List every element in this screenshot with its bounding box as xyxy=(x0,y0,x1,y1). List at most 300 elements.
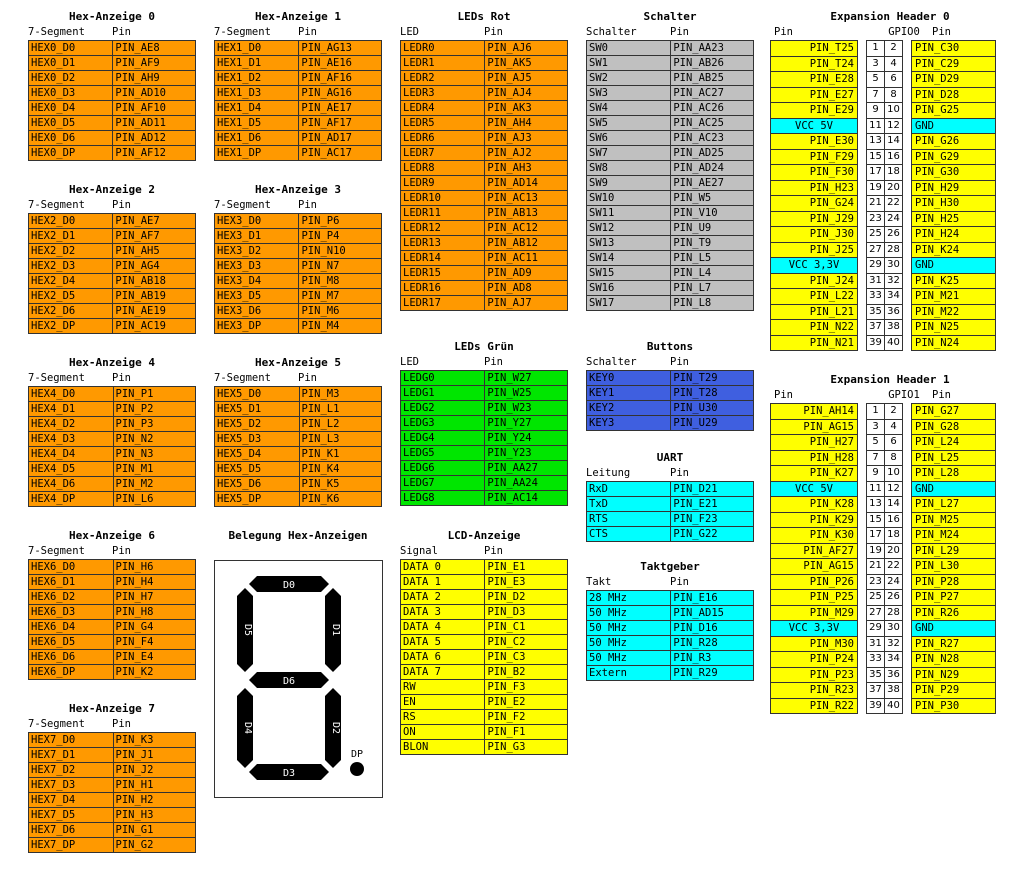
pin-cell: PIN_F1 xyxy=(485,725,568,740)
pin-cell: PIN_P2 xyxy=(113,402,195,417)
signal-cell: HEX3_D0 xyxy=(215,214,299,229)
table-row xyxy=(29,823,196,838)
left-pin-cell: PIN_AG15 xyxy=(771,419,858,435)
table-row xyxy=(215,71,382,86)
signal-cell: SW14 xyxy=(587,251,671,266)
pin-cell: PIN_AC19 xyxy=(113,319,196,334)
gap xyxy=(858,605,867,621)
pin-number: 13 xyxy=(867,134,885,150)
pin-cell: PIN_AA24 xyxy=(485,476,568,491)
table-row xyxy=(401,431,568,446)
hex0-section xyxy=(28,9,196,161)
table-row xyxy=(29,304,196,319)
signal-cell: HEX7_D3 xyxy=(29,778,114,793)
pin-cell: PIN_AB19 xyxy=(113,289,196,304)
header-row xyxy=(771,103,996,119)
pin-cell: PIN_AE8 xyxy=(113,41,196,56)
left-pin-cell: PIN_M29 xyxy=(771,605,858,621)
signal-cell: LEDR16 xyxy=(401,281,485,296)
header-row xyxy=(771,41,996,57)
signal-cell: HEX0_DP xyxy=(29,146,113,161)
signal-cell: LEDR9 xyxy=(401,176,485,191)
pin-cell: PIN_K3 xyxy=(113,733,195,748)
signal-cell: SW1 xyxy=(587,56,671,71)
switch-section xyxy=(586,9,754,311)
pin-cell: PIN_AG13 xyxy=(299,41,382,56)
table-row xyxy=(401,146,568,161)
table-row xyxy=(29,131,196,146)
table-row xyxy=(587,101,754,116)
pin-cell: PIN_P6 xyxy=(299,214,382,229)
signal-cell: HEX4_DP xyxy=(29,492,114,507)
pin-cell: PIN_L6 xyxy=(113,492,195,507)
pin-number: 26 xyxy=(885,590,903,606)
section-title: Hex-Anzeige 2 xyxy=(68,183,156,196)
ledg-section xyxy=(400,339,568,506)
pin-cell: PIN_Y23 xyxy=(485,446,568,461)
pin-cell: PIN_W25 xyxy=(485,386,568,401)
pin-cell: PIN_T28 xyxy=(671,386,754,401)
gap xyxy=(858,574,867,590)
pin-cell: PIN_H1 xyxy=(113,778,195,793)
pin-cell: PIN_K2 xyxy=(113,665,195,680)
right-pin-cell: PIN_P28 xyxy=(912,574,996,590)
gap xyxy=(858,528,867,544)
table-row xyxy=(215,447,382,462)
pin-number: 35 xyxy=(867,667,885,683)
pin-number: 8 xyxy=(885,450,903,466)
right-pin-cell: PIN_D28 xyxy=(912,87,996,103)
right-pin-cell: GND xyxy=(912,258,996,274)
signal-cell: LEDG2 xyxy=(401,401,485,416)
left-pin-cell: PIN_K27 xyxy=(771,466,858,482)
left-pin-cell: PIN_J29 xyxy=(771,211,858,227)
pin-cell: PIN_C1 xyxy=(485,620,568,635)
table-row xyxy=(215,477,382,492)
signal-cell: HEX6_D3 xyxy=(29,605,114,620)
left-pin-cell: PIN_E27 xyxy=(771,87,858,103)
table-row xyxy=(29,838,196,853)
signal-cell: DATA 4 xyxy=(401,620,485,635)
gap xyxy=(903,72,912,88)
table-row xyxy=(215,304,382,319)
pin-number: 17 xyxy=(867,528,885,544)
signal-cell: BLON xyxy=(401,740,485,755)
left-pin-cell: PIN_G24 xyxy=(771,196,858,212)
signal-cell: SW17 xyxy=(587,296,671,311)
table-row xyxy=(401,371,568,386)
signal-cell: LEDG8 xyxy=(401,491,485,506)
gpio-label: GPIO0 xyxy=(888,26,920,38)
pin-table xyxy=(586,370,754,431)
header-table xyxy=(770,403,996,714)
left-pin-cell: PIN_T24 xyxy=(771,56,858,72)
table-row xyxy=(29,733,196,748)
table-row xyxy=(29,244,196,259)
table-row xyxy=(401,590,568,605)
left-pin-cell: VCC 3,3V xyxy=(771,258,858,274)
pin-table xyxy=(28,386,196,507)
signal-cell: TxD xyxy=(587,497,671,512)
table-row xyxy=(587,482,754,497)
hex6-section xyxy=(28,528,196,680)
table-row xyxy=(29,635,196,650)
col-header: Pin xyxy=(932,26,951,38)
gap xyxy=(903,450,912,466)
buttons-section xyxy=(586,339,754,431)
pin-cell: PIN_U9 xyxy=(671,221,754,236)
table-row xyxy=(215,387,382,402)
left-pin-cell: PIN_H27 xyxy=(771,435,858,451)
signal-cell: 50 MHz xyxy=(587,621,671,636)
pin-number: 10 xyxy=(885,466,903,482)
pin-cell: PIN_AC17 xyxy=(299,146,382,161)
pin-cell: PIN_E2 xyxy=(485,695,568,710)
signal-cell: HEX7_DP xyxy=(29,838,114,853)
signal-cell: DATA 0 xyxy=(401,560,485,575)
gap xyxy=(903,304,912,320)
pin-cell: PIN_AD9 xyxy=(485,266,568,281)
signal-cell: SW6 xyxy=(587,131,671,146)
right-pin-cell: PIN_H24 xyxy=(912,227,996,243)
hex2-section xyxy=(28,182,196,334)
pin-number: 18 xyxy=(885,165,903,181)
signal-cell: HEX5_DP xyxy=(215,492,300,507)
gap xyxy=(858,196,867,212)
header-row xyxy=(771,242,996,258)
gap xyxy=(858,621,867,637)
signal-cell: LEDR7 xyxy=(401,146,485,161)
table-row xyxy=(587,191,754,206)
pin-cell: PIN_AE27 xyxy=(671,176,754,191)
col-header: 7-Segment xyxy=(28,545,85,557)
pin-table xyxy=(400,559,568,755)
header-row xyxy=(771,273,996,289)
gap xyxy=(903,335,912,351)
col-header: Pin xyxy=(298,372,317,384)
pin-number: 38 xyxy=(885,683,903,699)
header-row xyxy=(771,497,996,513)
table-row xyxy=(215,492,382,507)
hex7-section xyxy=(28,701,196,853)
gap xyxy=(903,435,912,451)
pin-cell: PIN_D3 xyxy=(485,605,568,620)
section-title: Expansion Header 1 xyxy=(830,373,950,386)
pin-number: 32 xyxy=(885,273,903,289)
pin-cell: PIN_P3 xyxy=(113,417,195,432)
pin-number: 6 xyxy=(885,435,903,451)
signal-cell: KEY1 xyxy=(587,386,671,401)
table-row xyxy=(587,512,754,527)
pin-cell: PIN_F3 xyxy=(485,680,568,695)
signal-cell: HEX4_D5 xyxy=(29,462,114,477)
pin-cell: PIN_AD17 xyxy=(299,131,382,146)
pin-number: 7 xyxy=(867,87,885,103)
header-row xyxy=(771,258,996,274)
signal-cell: DATA 7 xyxy=(401,665,485,680)
hex4-section xyxy=(28,355,196,507)
pin-cell: PIN_AH9 xyxy=(113,71,196,86)
header-row xyxy=(771,466,996,482)
signal-cell: LEDG6 xyxy=(401,461,485,476)
section-title: Hex-Anzeige 6 xyxy=(68,529,156,542)
section-title: Hex-Anzeige 5 xyxy=(254,356,342,369)
table-row xyxy=(29,214,196,229)
left-pin-cell: PIN_K28 xyxy=(771,497,858,513)
table-row xyxy=(215,146,382,161)
signal-cell: SW5 xyxy=(587,116,671,131)
table-row xyxy=(29,560,196,575)
header-row xyxy=(771,605,996,621)
signal-cell: HEX3_D2 xyxy=(215,244,299,259)
pin-cell: PIN_D2 xyxy=(485,590,568,605)
table-row xyxy=(29,447,196,462)
gap xyxy=(903,683,912,699)
table-row xyxy=(401,725,568,740)
gap xyxy=(903,149,912,165)
pin-cell: PIN_F23 xyxy=(671,512,754,527)
pin-number: 34 xyxy=(885,289,903,305)
header-row xyxy=(771,56,996,72)
pin-number: 7 xyxy=(867,450,885,466)
pin-cell: PIN_W27 xyxy=(485,371,568,386)
ledr-section xyxy=(400,9,568,311)
pin-number: 28 xyxy=(885,605,903,621)
pin-number: 16 xyxy=(885,149,903,165)
right-pin-cell: PIN_C30 xyxy=(912,41,996,57)
pin-cell: PIN_AC14 xyxy=(485,491,568,506)
col-header: Pin xyxy=(484,26,503,38)
table-row xyxy=(401,386,568,401)
table-row xyxy=(29,274,196,289)
signal-cell: 50 MHz xyxy=(587,606,671,621)
pin-cell: PIN_G3 xyxy=(485,740,568,755)
pin-cell: PIN_L2 xyxy=(299,417,381,432)
signal-cell: HEX4_D1 xyxy=(29,402,114,417)
table-row xyxy=(587,371,754,386)
signal-cell: SW12 xyxy=(587,221,671,236)
pin-number: 25 xyxy=(867,227,885,243)
gap xyxy=(858,211,867,227)
left-pin-cell: PIN_H28 xyxy=(771,450,858,466)
header-row xyxy=(771,543,996,559)
pin-cell: PIN_V10 xyxy=(671,206,754,221)
col-header: Pin xyxy=(774,389,793,401)
pin-number: 8 xyxy=(885,87,903,103)
gap xyxy=(903,512,912,528)
left-pin-cell: PIN_P24 xyxy=(771,652,858,668)
pin-cell: PIN_C2 xyxy=(485,635,568,650)
left-pin-cell: PIN_K29 xyxy=(771,512,858,528)
section-title: UART xyxy=(656,451,684,464)
pin-cell: PIN_AD11 xyxy=(113,116,196,131)
table-row xyxy=(29,116,196,131)
pin-number: 24 xyxy=(885,211,903,227)
col-header: Pin xyxy=(670,467,689,479)
left-pin-cell: PIN_H23 xyxy=(771,180,858,196)
pin-number: 23 xyxy=(867,211,885,227)
table-row xyxy=(587,131,754,146)
pin-cell: PIN_AB26 xyxy=(671,56,754,71)
col-header: Schalter xyxy=(586,356,637,368)
signal-cell: SW2 xyxy=(587,71,671,86)
pin-cell: PIN_M6 xyxy=(299,304,382,319)
header-row xyxy=(771,134,996,150)
pin-cell: PIN_L7 xyxy=(671,281,754,296)
header-row xyxy=(771,211,996,227)
table-row xyxy=(215,86,382,101)
table-row xyxy=(587,606,754,621)
pin-cell: PIN_G1 xyxy=(113,823,195,838)
pin-number: 20 xyxy=(885,180,903,196)
pin-number: 19 xyxy=(867,180,885,196)
pin-cell: PIN_M3 xyxy=(299,387,381,402)
table-row xyxy=(401,710,568,725)
gpio-label: GPIO1 xyxy=(888,389,920,401)
hex5-section xyxy=(214,355,382,507)
table-row xyxy=(401,236,568,251)
header-row xyxy=(771,289,996,305)
signal-cell: HEX0_D1 xyxy=(29,56,113,71)
header-row xyxy=(771,574,996,590)
pin-number: 37 xyxy=(867,683,885,699)
gap xyxy=(858,497,867,513)
pin-number: 6 xyxy=(885,72,903,88)
signal-cell: HEX4_D3 xyxy=(29,432,114,447)
pin-cell: PIN_G4 xyxy=(113,620,195,635)
table-row xyxy=(401,161,568,176)
right-pin-cell: PIN_L28 xyxy=(912,466,996,482)
gap xyxy=(858,543,867,559)
header-row xyxy=(771,435,996,451)
label-d0: D0 xyxy=(282,580,296,591)
lcd-section xyxy=(400,528,568,755)
header-row xyxy=(771,481,996,497)
gap xyxy=(858,258,867,274)
table-row xyxy=(587,281,754,296)
gap xyxy=(858,289,867,305)
col-header: Takt xyxy=(586,576,612,588)
pin-cell: PIN_AK3 xyxy=(485,101,568,116)
table-row xyxy=(587,146,754,161)
left-pin-cell: PIN_R23 xyxy=(771,683,858,699)
left-pin-cell: PIN_F30 xyxy=(771,165,858,181)
pin-table xyxy=(214,386,382,507)
table-row xyxy=(401,86,568,101)
pin-number: 27 xyxy=(867,605,885,621)
pin-number: 37 xyxy=(867,320,885,336)
signal-cell: HEX1_D6 xyxy=(215,131,299,146)
signal-cell: RS xyxy=(401,710,485,725)
pin-number: 35 xyxy=(867,304,885,320)
col-header: Leitung xyxy=(586,467,631,479)
table-row xyxy=(587,221,754,236)
section-title: Schalter xyxy=(643,10,697,23)
gap xyxy=(858,590,867,606)
right-pin-cell: GND xyxy=(912,621,996,637)
label-d6: D6 xyxy=(282,676,296,687)
pin-number: 2 xyxy=(885,41,903,57)
table-row xyxy=(215,462,382,477)
table-row xyxy=(29,289,196,304)
table-row xyxy=(587,41,754,56)
pin-cell: PIN_N10 xyxy=(299,244,382,259)
signal-cell: HEX1_D0 xyxy=(215,41,299,56)
right-pin-cell: PIN_M24 xyxy=(912,528,996,544)
gap xyxy=(858,72,867,88)
pin-number: 29 xyxy=(867,258,885,274)
signal-cell: HEX7_D4 xyxy=(29,793,114,808)
pin-cell: PIN_AG4 xyxy=(113,259,196,274)
pin-number: 2 xyxy=(885,404,903,420)
pin-cell: PIN_N2 xyxy=(113,432,195,447)
gap xyxy=(903,196,912,212)
pin-number: 11 xyxy=(867,481,885,497)
pin-number: 33 xyxy=(867,652,885,668)
col-header: 7-Segment xyxy=(28,718,85,730)
signal-cell: DATA 5 xyxy=(401,635,485,650)
col-header: Pin xyxy=(298,26,317,38)
signal-cell: HEX6_D5 xyxy=(29,635,114,650)
signal-cell: HEX2_DP xyxy=(29,319,113,334)
left-pin-cell: PIN_R22 xyxy=(771,698,858,714)
signal-cell: HEX4_D6 xyxy=(29,477,114,492)
table-row xyxy=(29,748,196,763)
left-pin-cell: PIN_L21 xyxy=(771,304,858,320)
gap xyxy=(858,56,867,72)
signal-cell: LEDR13 xyxy=(401,236,485,251)
table-row xyxy=(587,161,754,176)
signal-cell: LEDG7 xyxy=(401,476,485,491)
signal-cell: EN xyxy=(401,695,485,710)
section-title: Expansion Header 0 xyxy=(830,10,950,23)
right-pin-cell: PIN_H25 xyxy=(912,211,996,227)
pin-cell: PIN_AF10 xyxy=(113,101,196,116)
pin-cell: PIN_B2 xyxy=(485,665,568,680)
table-row xyxy=(401,221,568,236)
table-row xyxy=(215,259,382,274)
gap xyxy=(858,320,867,336)
pin-table xyxy=(586,481,754,542)
pin-cell: PIN_N3 xyxy=(113,447,195,462)
left-pin-cell: PIN_J25 xyxy=(771,242,858,258)
pin-table xyxy=(586,590,754,681)
gap xyxy=(858,273,867,289)
col-header: Pin xyxy=(670,356,689,368)
right-pin-cell: PIN_L24 xyxy=(912,435,996,451)
gap xyxy=(858,435,867,451)
right-pin-cell: PIN_G28 xyxy=(912,419,996,435)
table-row xyxy=(401,680,568,695)
signal-cell: LEDR14 xyxy=(401,251,485,266)
pin-cell: PIN_AD10 xyxy=(113,86,196,101)
gap xyxy=(858,481,867,497)
pin-cell: PIN_H3 xyxy=(113,808,195,823)
table-row xyxy=(587,651,754,666)
table-row xyxy=(29,259,196,274)
pin-number: 28 xyxy=(885,242,903,258)
table-row xyxy=(587,266,754,281)
left-pin-cell: PIN_AG15 xyxy=(771,559,858,575)
gap xyxy=(858,698,867,714)
pin-cell: PIN_AJ3 xyxy=(485,131,568,146)
table-row xyxy=(401,620,568,635)
signal-cell: LEDG1 xyxy=(401,386,485,401)
section-title: LEDs Rot xyxy=(457,10,511,23)
table-row xyxy=(401,131,568,146)
col-header: Pin xyxy=(112,199,131,211)
section-title: Hex-Anzeige 7 xyxy=(68,702,156,715)
